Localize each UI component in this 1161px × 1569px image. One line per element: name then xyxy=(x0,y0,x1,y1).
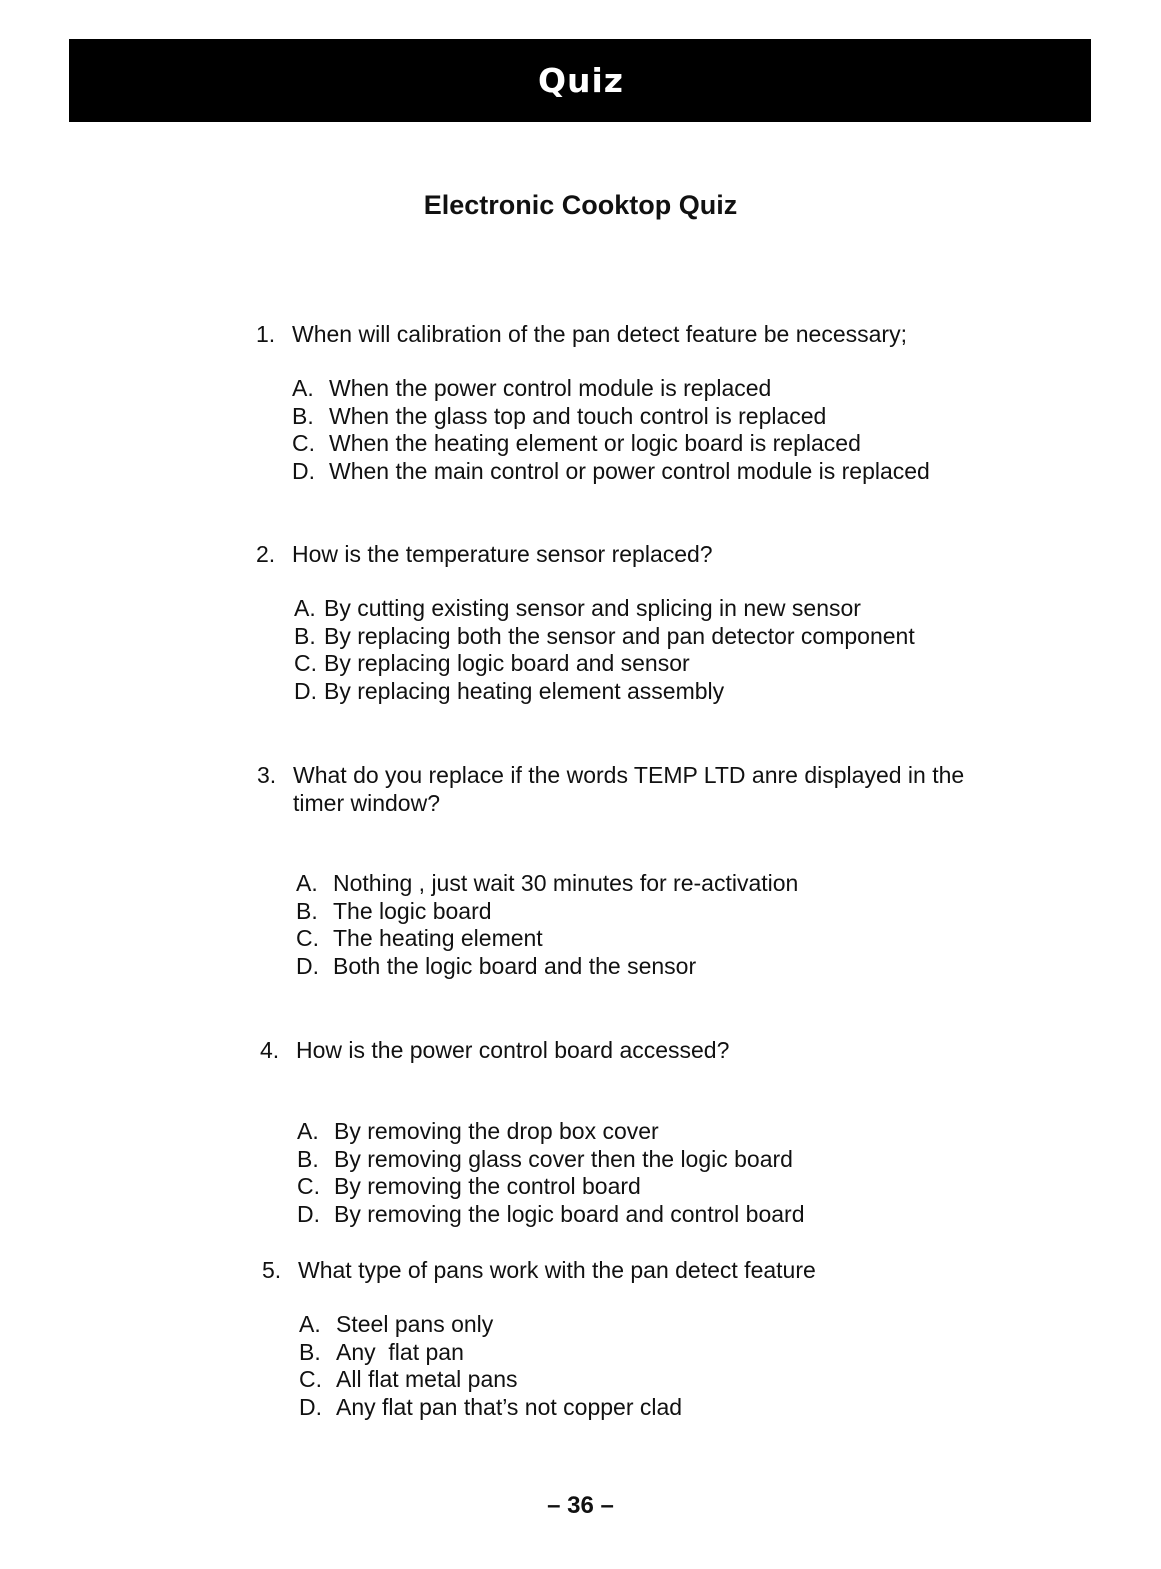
option-a xyxy=(297,1118,805,1146)
option-c xyxy=(294,650,915,678)
option-letter: B. xyxy=(292,402,314,429)
option-letter: A. xyxy=(296,870,318,896)
header-bar xyxy=(69,39,1091,122)
option-letter: D. xyxy=(294,677,317,704)
option-text: The heating element xyxy=(333,925,543,951)
question-number: 4. xyxy=(260,1037,280,1063)
question-5 xyxy=(262,1256,1022,1284)
option-letter: D. xyxy=(296,952,319,979)
option-letter: C. xyxy=(299,1366,322,1392)
option-letter: B. xyxy=(294,622,316,649)
question-text: How is the temperature sensor replaced? xyxy=(292,541,713,567)
question-2 xyxy=(256,540,1016,568)
question-text: What type of pans work with the pan detect feature xyxy=(298,1257,816,1283)
option-letter: A. xyxy=(294,595,316,621)
option-text: By cutting existing sensor and splicing in new sensor xyxy=(324,595,861,621)
option-letter: A. xyxy=(299,1311,321,1337)
option-a xyxy=(296,870,798,898)
quiz-title: Electronic Cooktop Quiz xyxy=(423,190,738,220)
option-letter: C. xyxy=(294,650,317,676)
option-text: Steel pans only xyxy=(336,1311,494,1337)
option-letter: B. xyxy=(296,897,318,924)
option-a xyxy=(299,1311,682,1339)
option-letter: D. xyxy=(299,1393,322,1420)
option-text: When the heating element or logic board is replaced xyxy=(329,430,861,456)
question-2-options xyxy=(294,595,915,705)
question-4 xyxy=(260,1036,1020,1064)
question-text: What do you replace if the words TEMP LTD anre displayed in the timer window? xyxy=(293,762,965,816)
option-text: By removing the drop box cover xyxy=(334,1118,659,1144)
option-letter: B. xyxy=(297,1145,319,1172)
option-text: By removing glass cover then the logic board xyxy=(334,1145,793,1172)
option-d xyxy=(299,1394,682,1422)
question-number: 3. xyxy=(257,762,277,788)
question-1-options xyxy=(292,375,930,485)
question-1 xyxy=(256,320,1016,348)
option-a xyxy=(294,595,915,623)
option-letter: A. xyxy=(297,1118,319,1144)
option-letter: D. xyxy=(292,457,315,484)
option-text: When the main control or power control module is replaced xyxy=(329,457,930,484)
option-a xyxy=(292,375,930,403)
option-text: By removing the logic board and control board xyxy=(334,1200,805,1227)
question-text: How is the power control board accessed? xyxy=(296,1037,730,1063)
option-c xyxy=(299,1366,682,1394)
option-letter: D. xyxy=(297,1200,320,1227)
question-number: 2. xyxy=(256,541,276,567)
option-letter: C. xyxy=(292,430,315,456)
option-b xyxy=(299,1339,682,1367)
header-title: Quiz xyxy=(537,61,625,100)
question-number: 5. xyxy=(262,1257,282,1283)
option-text: By replacing heating element assembly xyxy=(324,677,725,704)
question-3 xyxy=(257,761,1017,817)
page-number: – 36 – xyxy=(547,1492,614,1519)
option-text: All flat metal pans xyxy=(336,1366,518,1392)
question-number: 1. xyxy=(256,321,276,347)
option-text: Both the logic board and the sensor xyxy=(333,952,697,979)
question-5-options xyxy=(299,1311,682,1421)
option-text: By replacing both the sensor and pan detector component xyxy=(324,622,915,649)
option-letter: B. xyxy=(299,1338,321,1365)
option-letter: A. xyxy=(292,375,314,401)
option-text: By removing the control board xyxy=(334,1173,641,1199)
option-b xyxy=(294,623,915,651)
option-text: Nothing , just wait 30 minutes for re-activation xyxy=(333,870,799,896)
option-d xyxy=(294,678,915,706)
option-b xyxy=(297,1146,805,1174)
option-b xyxy=(296,898,798,926)
option-letter: C. xyxy=(297,1173,320,1199)
question-3-options xyxy=(296,870,798,980)
option-d xyxy=(296,953,798,981)
option-d xyxy=(292,458,930,486)
option-text: When the power control module is replaced xyxy=(329,375,772,401)
option-letter: C. xyxy=(296,925,319,951)
option-c xyxy=(297,1173,805,1201)
option-d xyxy=(297,1201,805,1229)
question-text: When will calibration of the pan detect feature be necessary; xyxy=(292,321,907,347)
option-c xyxy=(292,430,930,458)
option-text: Any flat pan xyxy=(336,1338,464,1365)
option-text: Any flat pan that’s not copper clad xyxy=(336,1393,683,1420)
option-c xyxy=(296,925,798,953)
option-text: When the glass top and touch control is replaced xyxy=(329,402,827,429)
question-4-options xyxy=(297,1118,805,1228)
option-text: By replacing logic board and sensor xyxy=(324,650,690,676)
option-text: The logic board xyxy=(333,897,492,924)
option-b xyxy=(292,403,930,431)
